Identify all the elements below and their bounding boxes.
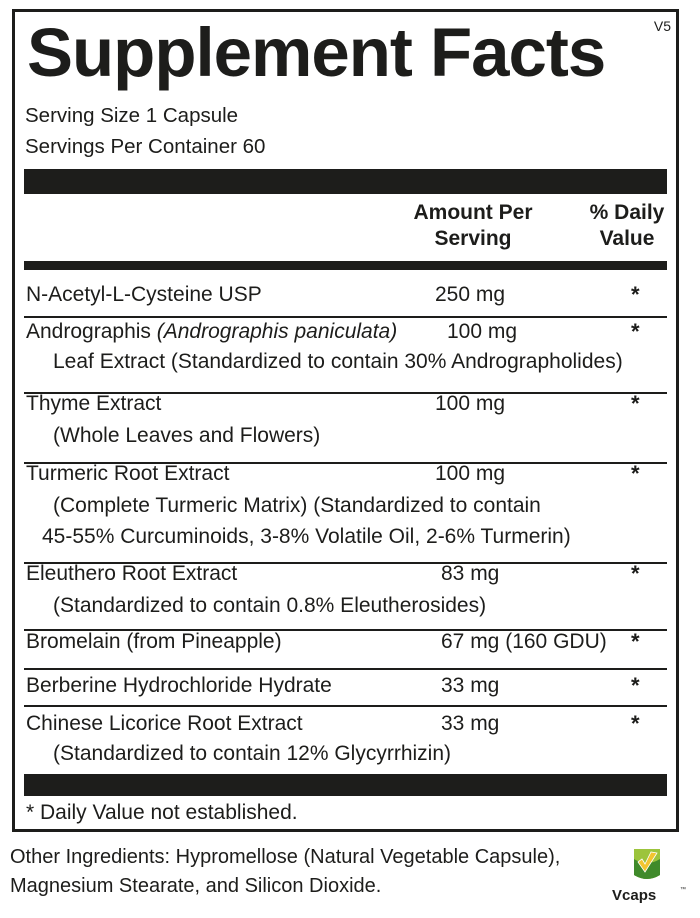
ingredient-amount: 250 mg: [435, 283, 506, 306]
daily-value: *: [631, 711, 640, 736]
ingredient-amount: 100 mg: [447, 320, 518, 343]
other-ingredients-line1: Other Ingredients: Hypromellose (Natural Vegetable Capsule),: [10, 846, 561, 868]
row-divider: [24, 705, 667, 707]
daily-value: *: [631, 282, 640, 307]
amount-header-line2: Serving: [434, 227, 512, 250]
serving-size: Serving Size 1 Capsule: [25, 104, 239, 127]
daily-value: *: [631, 561, 640, 586]
trademark-symbol: ™: [680, 887, 686, 893]
ingredient-detail: (Complete Turmeric Matrix) (Standardized to contain: [53, 494, 541, 517]
panel-title: Supplement Facts: [27, 14, 606, 91]
ingredient-detail: (Standardized to contain 12% Glycyrrhizin): [53, 742, 452, 765]
dv-header-line2: Value: [599, 227, 655, 250]
ingredient-name: N-Acetyl-L-Cysteine USP: [26, 283, 262, 306]
ingredient-name: Eleuthero Root Extract: [26, 562, 238, 585]
daily-value: *: [631, 629, 640, 654]
thick-divider-top: [24, 169, 667, 194]
ingredient-detail: (Standardized to contain 0.8% Eleutherosides): [53, 594, 487, 617]
dv-header-line1: % Daily: [589, 201, 665, 224]
ingredient-detail: 45-55% Curcuminoids, 3-8% Volatile Oil, 2-6% Turmerin): [42, 525, 571, 548]
vcaps-wordmark: Vcaps: [612, 887, 657, 904]
thick-divider-bottom: [24, 774, 667, 796]
ingredient-name-plain: Andrographis: [26, 320, 157, 343]
ingredient-name: Chinese Licorice Root Extract: [26, 712, 303, 735]
ingredient-name: Turmeric Root Extract: [26, 462, 230, 485]
footnote: * Daily Value not established.: [26, 801, 298, 824]
other-ingredients-line2: Magnesium Stearate, and Silicon Dioxide.: [10, 875, 382, 897]
ingredient-name: [26, 316, 397, 348]
daily-value: *: [631, 673, 640, 698]
ingredient-detail: (Whole Leaves and Flowers): [53, 424, 321, 447]
ingredient-amount: 67 mg (160 GDU): [441, 630, 607, 653]
daily-value: *: [631, 391, 640, 416]
daily-value: *: [631, 461, 640, 486]
servings-per-container: Servings Per Container 60: [25, 135, 266, 158]
amount-header-line1: Amount Per: [413, 201, 533, 224]
daily-value: *: [631, 319, 640, 344]
vcaps-logo: [604, 845, 690, 907]
daily-value-header: [577, 200, 677, 252]
supplement-facts-panel: [12, 9, 679, 832]
ingredient-amount: 100 mg: [435, 392, 506, 415]
medium-divider: [24, 261, 667, 270]
ingredient-detail: Leaf Extract (Standardized to contain 30% Andrographolides): [53, 350, 623, 373]
ingredient-amount: 83 mg: [441, 562, 500, 585]
vcaps-leaf-check-icon: [604, 845, 690, 907]
ingredient-name: Berberine Hydrochloride Hydrate: [26, 674, 332, 697]
ingredient-name: Thyme Extract: [26, 392, 162, 415]
ingredient-amount: 33 mg: [441, 674, 500, 697]
amount-per-serving-header: [399, 200, 547, 252]
version-code: V5: [653, 18, 671, 34]
ingredient-name-latin: (Andrographis paniculata): [156, 320, 398, 343]
ingredient-amount: 33 mg: [441, 712, 500, 735]
ingredient-amount: 100 mg: [435, 462, 506, 485]
other-ingredients: [10, 843, 560, 901]
ingredient-name: Bromelain (from Pineapple): [26, 630, 282, 653]
